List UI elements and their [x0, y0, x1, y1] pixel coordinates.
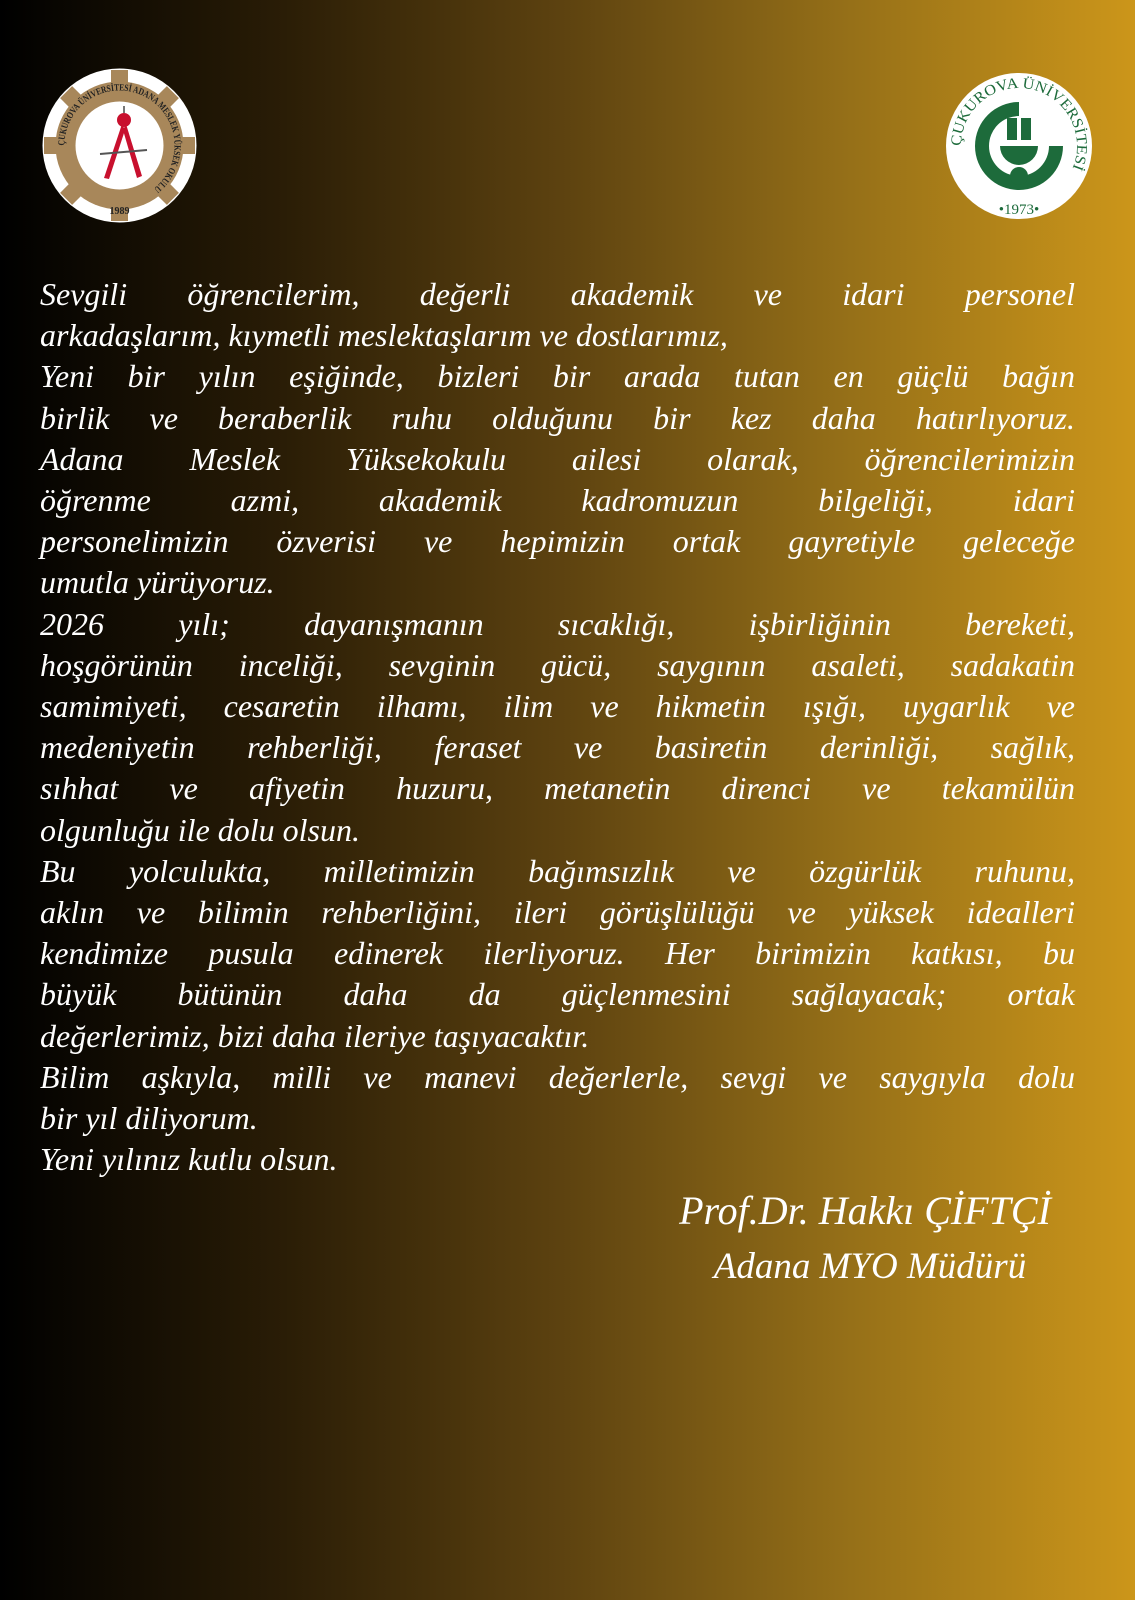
- message-line: aklın ve bilimin rehberliğini, ileri görüşlülüğü ve yüksek idealleri: [40, 894, 1075, 931]
- message-line: öğrenme azmi, akademik kadromuzun bilgeliği, idari: [40, 482, 1075, 519]
- message-line: arkadaşlarım, kıymetli meslektaşlarım ve dostlarımız,: [40, 317, 728, 354]
- message-line: Bilim aşkıyla, milli ve manevi değerlerle, sevgi ve saygıyla dolu: [40, 1058, 1075, 1095]
- logo-year: •1973•: [998, 202, 1040, 218]
- message-line: Adana Meslek Yüksekokulu ailesi olarak, öğrencilerimizin: [40, 440, 1075, 477]
- signatory-title: Adana MYO Müdürü: [713, 1246, 1027, 1287]
- logo-year: 1989: [109, 206, 130, 217]
- message-line: hoşgörünün inceliği, sevginin gücü, saygının asaleti, sadakatin: [40, 646, 1075, 683]
- message-line: değerlerimiz, bizi daha ileriye taşıyacaktır.: [40, 1017, 590, 1054]
- message-paragraph: [40, 604, 1075, 851]
- message-line: Bu yolculukta, milletimizin bağımsızlık ve özgürlük ruhunu,: [40, 852, 1075, 889]
- message-line: sıhhat ve afiyetin huzuru, metanetin direnci ve tekamülün: [40, 770, 1075, 807]
- message-line: umutla yürüyoruz.: [40, 564, 275, 601]
- message-line: personelimizin özverisi ve hepimizin ortak gayretiyle geleceğe: [40, 523, 1075, 560]
- message-paragraph: [40, 274, 1075, 356]
- adana-myo-logo: [42, 68, 197, 223]
- signature-block: [650, 1184, 1080, 1292]
- message-line: büyük bütünün daha da güçlenmesini sağlayacak; ortak: [40, 976, 1075, 1013]
- message-paragraph: [40, 356, 1075, 438]
- message-line: samimiyeti, cesaretin ilhamı, ilim ve hikmetin ışığı, uygarlık ve: [40, 688, 1075, 725]
- message-line: Sevgili öğrencilerim, değerli akademik ve idari personel: [40, 276, 1075, 312]
- message-paragraph: [40, 1057, 1075, 1139]
- cukurova-university-logo: [945, 72, 1093, 220]
- message-line: Yeni yılınız kutlu olsun.: [40, 1141, 338, 1178]
- new-year-message: [40, 274, 1075, 1180]
- message-line: 2026 yılı; dayanışmanın sıcaklığı, işbirliğinin bereketi,: [40, 605, 1075, 642]
- message-line: birlik ve beraberlik ruhu olduğunu bir kez daha hatırlıyoruz.: [40, 399, 1075, 436]
- message-paragraph: [40, 1139, 1075, 1180]
- logo-lettering: ÇUKUROVA ÜNİVERSİTESİ: [948, 75, 1090, 173]
- message-line: medeniyetin rehberliği, feraset ve basiretin derinliği, sağlık,: [40, 729, 1075, 766]
- signatory-name: Prof.Dr. Hakkı ÇİFTÇİ: [679, 1188, 1051, 1233]
- message-paragraph: [40, 851, 1075, 1057]
- message-line: kendimize pusula edinerek ilerliyoruz. Her birimizin katkısı, bu: [40, 935, 1075, 972]
- message-line: olgunluğu ile dolu olsun.: [40, 811, 360, 848]
- logo-lettering: ÇUKUROVA ÜNİVERSİTESİ ADANA MESLEK YÜKSEK OKULU: [57, 83, 182, 195]
- message-line: Yeni bir yılın eşiğinde, bizleri bir arada tutan en güçlü bağın: [40, 358, 1075, 395]
- message-paragraph: [40, 439, 1075, 604]
- message-line: bir yıl diliyorum.: [40, 1100, 258, 1137]
